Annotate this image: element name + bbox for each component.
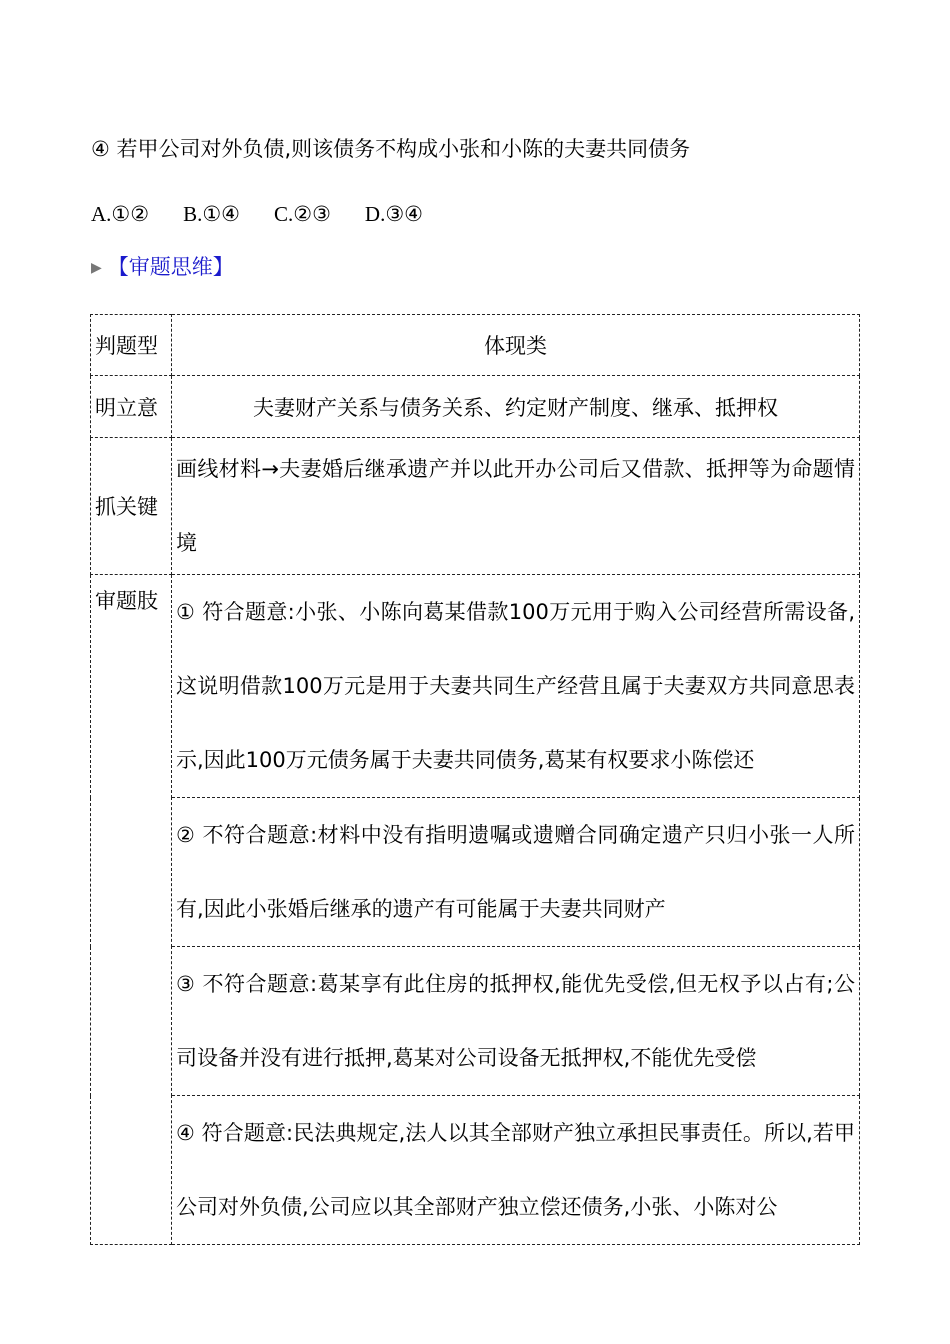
option-d: D.③④	[364, 202, 423, 226]
row-cell-guanjian	[172, 438, 860, 575]
tizhi-cell-3	[172, 947, 860, 1096]
row-text-guanjian: 画线材料→夫妻婚后继承遗产并以此开办公司后又借款、抵押等为命题情境	[176, 457, 855, 555]
row-label-tizhi	[91, 575, 172, 1245]
table-row	[91, 798, 860, 947]
answer-options	[91, 199, 423, 229]
table-row	[91, 376, 860, 438]
row-text-liyi: 夫妻财产关系与债务关系、约定财产制度、继承、抵押权	[172, 376, 860, 438]
table-row	[91, 947, 860, 1096]
triangle-bullet-icon: ▶	[91, 260, 102, 276]
tizhi-cell-1	[172, 575, 860, 798]
choice-item-4: ④ 若甲公司对外负债,则该债务不构成小张和小陈的夫妻共同债务	[91, 137, 691, 161]
row-label-tizhi-text: 审题肢	[95, 589, 158, 613]
table-row	[91, 575, 860, 798]
section-title: 【审题思维】	[107, 255, 234, 279]
row-label-liyi: 明立意	[91, 376, 172, 438]
tizhi-item-3: ③ 不符合题意:葛某享有此住房的抵押权,能优先受偿,但无权予以占有;公司设备并没有进行抵押,葛某对公司设备无抵押权,不能优先受偿	[176, 972, 855, 1070]
tizhi-item-1: ① 符合题意:小张、小陈向葛某借款100万元用于购入公司经营所需设备,这说明借款100万元是用于夫妻共同生产经营且属于夫妻双方共同意思表示,因此100万元债务属于夫妻共同债务,葛某有权要求小陈偿还	[176, 600, 855, 772]
analysis-table	[90, 314, 860, 1245]
header-col1: 判题型	[91, 315, 172, 376]
section-heading	[91, 252, 234, 283]
tizhi-item-2: ② 不符合题意:材料中没有指明遗嘱或遗赠合同确定遗产只归小张一人所有,因此小张婚后继承的遗产有可能属于夫妻共同财产	[176, 823, 855, 921]
tizhi-item-4: ④ 符合题意:民法典规定,法人以其全部财产独立承担民事责任。所以,若甲公司对外负债,公司应以其全部财产独立偿还债务,小张、小陈对公	[176, 1121, 855, 1219]
header-col2: 体现类	[172, 315, 860, 376]
option-a: A.①②	[91, 202, 150, 226]
tizhi-cell-4	[172, 1096, 860, 1245]
option-b: B.①④	[183, 202, 240, 226]
tizhi-cell-2	[172, 798, 860, 947]
table-row	[91, 315, 860, 376]
table-row	[91, 438, 860, 575]
row-label-guanjian: 抓关键	[91, 438, 172, 575]
option-c: C.②③	[274, 202, 331, 226]
table-row	[91, 1096, 860, 1245]
